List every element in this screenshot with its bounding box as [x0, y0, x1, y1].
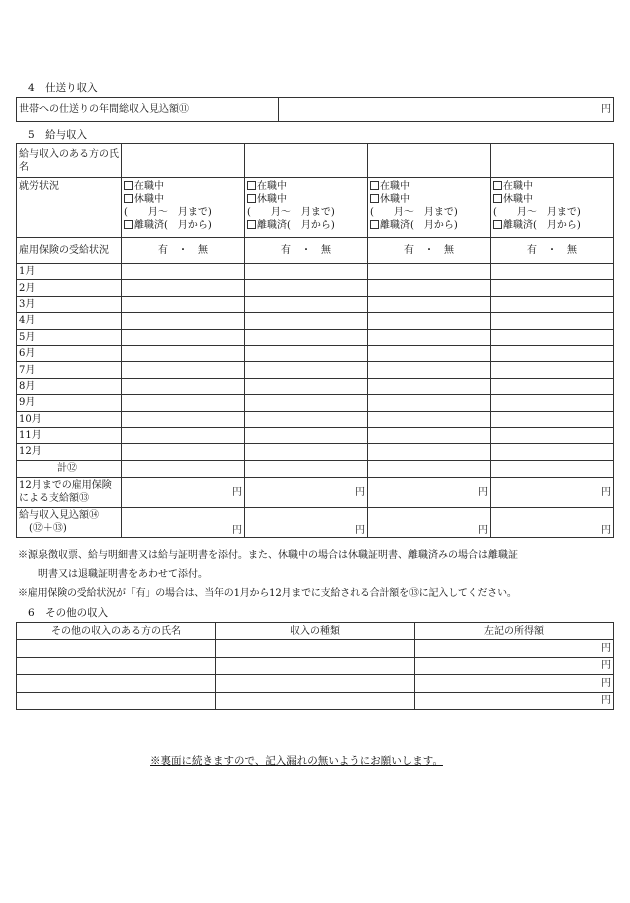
month-amount-field[interactable] — [122, 395, 245, 411]
note-attachment-cont: 明書又は退職証明書をあわせて添付。 — [38, 569, 208, 580]
estimate-label — [17, 507, 122, 537]
yen-unit: 円 — [355, 486, 365, 498]
checkbox-icon[interactable] — [124, 181, 133, 190]
salary-table — [16, 143, 614, 538]
other-income-row — [17, 675, 614, 693]
work-status-option-employed[interactable] — [370, 180, 488, 193]
insurance-yes-no-toggle[interactable]: 有 ・ 無 — [122, 238, 245, 264]
month-label: 12月 — [17, 444, 122, 460]
month-row — [17, 329, 614, 345]
income-type-field[interactable] — [216, 657, 415, 675]
month-amount-field[interactable] — [491, 427, 614, 443]
month-amount-field[interactable] — [368, 378, 491, 394]
work-status-text-employed: 在職中 — [257, 181, 287, 192]
month-row — [17, 378, 614, 394]
month-amount-field[interactable] — [368, 395, 491, 411]
other-income-row — [17, 657, 614, 675]
other-income-row — [17, 640, 614, 658]
total-field[interactable] — [245, 460, 368, 477]
income-type-field[interactable] — [216, 675, 415, 693]
insurance-yes-no-toggle[interactable]: 有 ・ 無 — [245, 238, 368, 264]
month-amount-field[interactable] — [491, 329, 614, 345]
month-amount-field[interactable] — [245, 378, 368, 394]
work-status-text-employed: 在職中 — [503, 181, 533, 192]
month-amount-field[interactable] — [245, 362, 368, 378]
insurance-paid-field[interactable] — [245, 477, 368, 507]
other-name-field[interactable] — [17, 675, 216, 693]
income-type-field[interactable] — [216, 692, 415, 710]
yen-unit: 円 — [478, 524, 488, 536]
work-status-text-employed: 在職中 — [134, 181, 164, 192]
section6-title: 6 その他の収入 — [28, 607, 109, 619]
work-status-text-period: ( 月～ 月まで) — [370, 207, 458, 218]
income-amount-field[interactable] — [415, 675, 614, 693]
month-row — [17, 395, 614, 411]
estimate-formula: (⑫＋⑬) — [29, 523, 67, 535]
work-status-option-leave[interactable] — [124, 193, 242, 206]
checkbox-icon[interactable] — [493, 220, 502, 229]
month-amount-field[interactable] — [245, 444, 368, 460]
work-status-option-leave[interactable] — [493, 193, 611, 206]
month-amount-field[interactable] — [122, 362, 245, 378]
month-amount-field[interactable] — [368, 280, 491, 296]
checkbox-icon[interactable] — [370, 181, 379, 190]
yen-unit: 円 — [355, 524, 365, 536]
income-type-field[interactable] — [216, 640, 415, 658]
month-amount-field[interactable] — [122, 264, 245, 280]
income-type-header: 収入の種類 — [216, 623, 415, 640]
other-income-table — [16, 622, 614, 710]
total-field[interactable] — [122, 460, 245, 477]
other-income-row — [17, 692, 614, 710]
work-status-option-leave[interactable] — [370, 193, 488, 206]
work-status-text-left: 離職済( 月から) — [380, 220, 458, 231]
checkbox-icon[interactable] — [247, 181, 256, 190]
work-status-option-leave[interactable] — [247, 193, 365, 206]
work-status-cell — [122, 178, 245, 238]
yen-unit: 円 — [601, 524, 611, 536]
yen-unit: 円 — [601, 660, 611, 672]
total-label: 計⑫ — [17, 460, 122, 477]
month-amount-field[interactable] — [491, 296, 614, 312]
month-amount-field[interactable] — [245, 427, 368, 443]
income-amount-header: 左記の所得額 — [415, 623, 614, 640]
estimate-field[interactable] — [368, 507, 491, 537]
month-amount-field[interactable] — [122, 296, 245, 312]
work-status-option-left[interactable] — [493, 219, 611, 232]
estimate-field[interactable] — [491, 507, 614, 537]
month-amount-field[interactable] — [491, 378, 614, 394]
month-amount-field[interactable] — [368, 345, 491, 361]
month-amount-field[interactable] — [122, 444, 245, 460]
month-amount-field[interactable] — [245, 411, 368, 427]
month-label: 1月 — [17, 264, 122, 280]
month-amount-field[interactable] — [368, 362, 491, 378]
checkbox-icon[interactable] — [493, 181, 502, 190]
yen-unit: 円 — [601, 104, 611, 115]
month-label: 11月 — [17, 427, 122, 443]
month-row — [17, 427, 614, 443]
work-status-text-period: ( 月～ 月まで) — [124, 207, 212, 218]
month-amount-field[interactable] — [368, 313, 491, 329]
allowance-label: 世帯への仕送りの年間総収入見込額⑪ — [17, 98, 279, 122]
checkbox-icon[interactable] — [124, 194, 133, 203]
work-status-option-left[interactable] — [124, 219, 242, 232]
month-amount-field[interactable] — [491, 264, 614, 280]
other-name-header: その他の収入のある方の氏名 — [17, 623, 216, 640]
checkbox-icon[interactable] — [247, 194, 256, 203]
month-amount-field[interactable] — [368, 329, 491, 345]
income-amount-field[interactable] — [415, 640, 614, 658]
yen-unit: 円 — [478, 486, 488, 498]
work-status-text-employed: 在職中 — [380, 181, 410, 192]
month-amount-field[interactable] — [122, 427, 245, 443]
work-status-text-left: 離職済( 月から) — [134, 220, 212, 231]
work-status-option-period — [247, 206, 365, 219]
work-status-text-left: 離職済( 月から) — [503, 220, 581, 231]
month-label: 5月 — [17, 329, 122, 345]
section4-title: 4 仕送り収入 — [28, 82, 98, 94]
work-status-option-employed[interactable] — [124, 180, 242, 193]
estimate-label-title: 給与収入見込額⑭ — [19, 510, 99, 522]
month-label: 3月 — [17, 296, 122, 312]
other-name-field[interactable] — [17, 657, 216, 675]
insurance-paid-field[interactable] — [491, 477, 614, 507]
month-amount-field[interactable] — [368, 427, 491, 443]
work-status-text-leave: 休職中 — [380, 194, 410, 205]
work-status-option-period — [493, 206, 611, 219]
month-label: 10月 — [17, 411, 122, 427]
month-row — [17, 411, 614, 427]
work-status-cell — [491, 178, 614, 238]
month-amount-field[interactable] — [245, 395, 368, 411]
salary-name-input[interactable] — [122, 144, 245, 178]
month-amount-field[interactable] — [122, 313, 245, 329]
month-amount-field[interactable] — [245, 280, 368, 296]
month-amount-field[interactable] — [368, 296, 491, 312]
month-label: 8月 — [17, 378, 122, 394]
month-label: 9月 — [17, 395, 122, 411]
month-amount-field[interactable] — [245, 296, 368, 312]
month-amount-field[interactable] — [245, 329, 368, 345]
income-amount-field[interactable] — [415, 657, 614, 675]
work-status-option-period — [370, 206, 488, 219]
insurance-status-label: 雇用保険の受給状況 — [17, 238, 122, 264]
work-status-text-period: ( 月～ 月まで) — [247, 207, 335, 218]
month-row — [17, 362, 614, 378]
month-amount-field[interactable] — [122, 378, 245, 394]
work-status-option-employed[interactable] — [247, 180, 365, 193]
work-status-option-employed[interactable] — [493, 180, 611, 193]
work-status-text-period: ( 月～ 月まで) — [493, 207, 581, 218]
yen-unit: 円 — [601, 642, 611, 654]
month-amount-field[interactable] — [491, 345, 614, 361]
allowance-amount-field[interactable] — [279, 98, 614, 122]
month-amount-field[interactable] — [122, 329, 245, 345]
work-status-option-period — [124, 206, 242, 219]
month-amount-field[interactable] — [122, 280, 245, 296]
insurance-yes-no-toggle[interactable]: 有 ・ 無 — [491, 238, 614, 264]
month-row — [17, 296, 614, 312]
checkbox-icon[interactable] — [493, 194, 502, 203]
month-amount-field[interactable] — [491, 280, 614, 296]
month-amount-field[interactable] — [491, 313, 614, 329]
salary-name-input[interactable] — [491, 144, 614, 178]
insurance-paid-field[interactable] — [368, 477, 491, 507]
checkbox-icon[interactable] — [370, 220, 379, 229]
insurance-yes-no-toggle[interactable]: 有 ・ 無 — [368, 238, 491, 264]
month-label: 6月 — [17, 345, 122, 361]
month-row — [17, 280, 614, 296]
section5-title: 5 給与収入 — [28, 129, 88, 141]
month-label: 7月 — [17, 362, 122, 378]
month-label: 2月 — [17, 280, 122, 296]
month-label: 4月 — [17, 313, 122, 329]
note-attachment: ※源泉徴収票、給与明細書又は給与証明書を添付。また、休職中の場合は休職証明書、離職済みの場合は離職証 — [18, 550, 518, 561]
income-amount-field[interactable] — [415, 692, 614, 710]
footer-notice: ※裏面に続きますので、記入漏れの無いようにお願いします。 — [150, 755, 443, 767]
other-name-field[interactable] — [17, 692, 216, 710]
month-amount-field[interactable] — [368, 411, 491, 427]
month-amount-field[interactable] — [491, 411, 614, 427]
yen-unit: 円 — [601, 695, 611, 707]
work-status-label: 就労状況 — [17, 178, 122, 238]
other-name-field[interactable] — [17, 640, 216, 658]
section4-table — [16, 97, 614, 122]
month-amount-field[interactable] — [368, 264, 491, 280]
salary-name-label: 給与収入のある方の氏名 — [17, 144, 122, 178]
month-amount-field[interactable] — [491, 395, 614, 411]
work-status-text-leave: 休職中 — [503, 194, 533, 205]
checkbox-icon[interactable] — [370, 194, 379, 203]
insurance-paid-label: 12月までの雇用保険による支給額⑬ — [17, 477, 122, 507]
insurance-paid-field[interactable] — [122, 477, 245, 507]
month-amount-field[interactable] — [122, 411, 245, 427]
salary-name-input[interactable] — [368, 144, 491, 178]
total-field[interactable] — [491, 460, 614, 477]
work-status-cell — [368, 178, 491, 238]
checkbox-icon[interactable] — [247, 220, 256, 229]
month-amount-field[interactable] — [245, 313, 368, 329]
work-status-option-left[interactable] — [247, 219, 365, 232]
yen-unit: 円 — [232, 524, 242, 536]
month-amount-field[interactable] — [368, 444, 491, 460]
month-row — [17, 313, 614, 329]
month-amount-field[interactable] — [491, 444, 614, 460]
month-amount-field[interactable] — [122, 345, 245, 361]
work-status-option-left[interactable] — [370, 219, 488, 232]
yen-unit: 円 — [601, 677, 611, 689]
month-amount-field[interactable] — [491, 362, 614, 378]
month-amount-field[interactable] — [245, 345, 368, 361]
estimate-field[interactable] — [122, 507, 245, 537]
month-row — [17, 264, 614, 280]
work-status-text-leave: 休職中 — [134, 194, 164, 205]
work-status-text-leave: 休職中 — [257, 194, 287, 205]
month-row — [17, 345, 614, 361]
month-row — [17, 444, 614, 460]
note-insurance: ※雇用保険の受給状況が「有」の場合は、当年の1月から12月までに支給される合計額を⑬に記入してください。 — [18, 588, 517, 599]
total-field[interactable] — [368, 460, 491, 477]
checkbox-icon[interactable] — [124, 220, 133, 229]
yen-unit: 円 — [232, 486, 242, 498]
estimate-field[interactable] — [245, 507, 368, 537]
month-amount-field[interactable] — [245, 264, 368, 280]
work-status-cell — [245, 178, 368, 238]
salary-name-input[interactable] — [245, 144, 368, 178]
yen-unit: 円 — [601, 486, 611, 498]
work-status-text-left: 離職済( 月から) — [257, 220, 335, 231]
